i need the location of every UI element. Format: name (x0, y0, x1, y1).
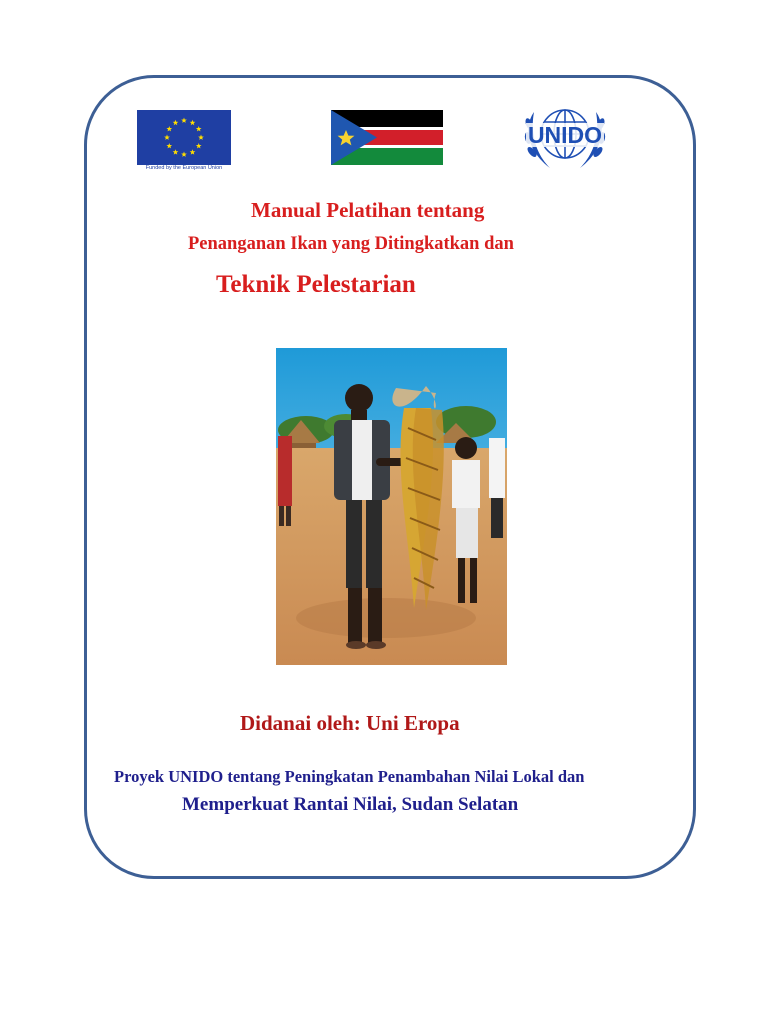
funded-by-text: Didanai oleh: Uni Eropa (240, 711, 460, 735)
eu-star (166, 143, 172, 148)
project-line-1: Proyek UNIDO tentang Peningkatan Penambahan Nilai Lokal dan (114, 767, 585, 786)
title-line-3: Teknik Pelestarian (216, 271, 416, 298)
eu-star (164, 135, 170, 140)
eu-star (190, 149, 196, 154)
eu-star (173, 120, 179, 125)
eu-caption: Funded by the European Union (145, 165, 223, 171)
eu-star (173, 149, 179, 154)
title-line-1: Manual Pelatihan tentang (251, 198, 485, 222)
eu-star (181, 152, 187, 157)
eu-star (181, 118, 187, 123)
title-line-2: Penanganan Ikan yang Ditingkatkan dan (188, 234, 514, 254)
project-line-2: Memperkuat Rantai Nilai, Sudan Selatan (182, 794, 519, 815)
eu-star (198, 135, 204, 140)
eu-star (190, 120, 196, 125)
south-sudan-flag-icon (331, 110, 443, 165)
unido-logo-text: UNIDO (527, 122, 603, 148)
eu-flag-icon (137, 110, 231, 172)
eu-star (166, 126, 172, 131)
eu-star (196, 126, 202, 131)
man-holding-dried-fish-photo (276, 348, 507, 665)
unido-logo-icon (520, 98, 610, 176)
eu-star (196, 143, 202, 148)
